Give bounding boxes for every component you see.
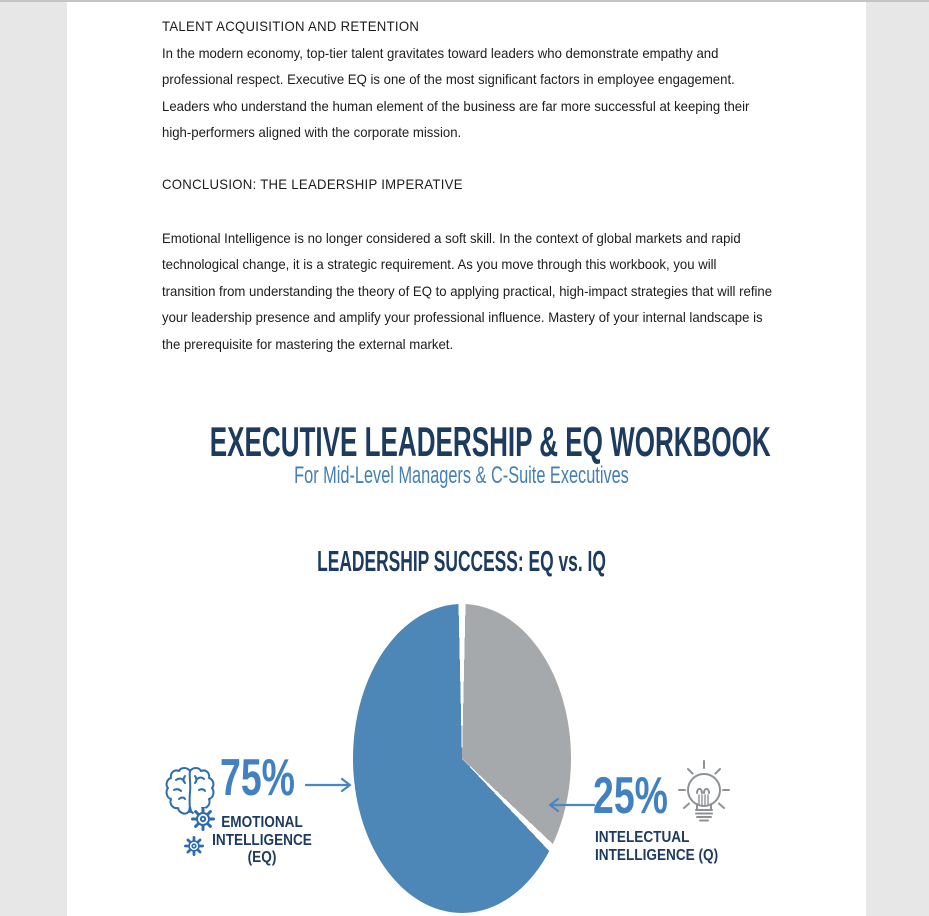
workbook-title: EXECUTIVE LEADERSHIP & EQ WORKBOOK bbox=[209, 418, 771, 465]
chart-title: LEADERSHIP SUCCESS: EQ vs. IQ bbox=[317, 546, 606, 578]
right-arrow-icon bbox=[305, 777, 355, 793]
section-heading-conclusion: CONCLUSION: THE LEADERSHIP IMPERATIVE bbox=[162, 176, 463, 192]
document-page bbox=[67, 0, 866, 916]
paragraph-conclusion: Emotional Intelligence is no longer considered a soft skill. In the context of global markets and rapid technological change, it is a strategic requirement. As you move through this workbook, you will transition from understanding the theory of EQ to applying practical, high-impact strategies that will refine your leadership presence and amplify your professional influence. Mastery of your internal landscape is the prerequisite for mastering the external market. bbox=[162, 230, 773, 352]
iq-percent: 25% bbox=[593, 767, 668, 825]
eq-label bbox=[198, 814, 326, 867]
pie-chart bbox=[353, 604, 571, 913]
paragraph-talent: In the modern economy, top-tier talent gravitates toward leaders who demonstrate empathy and professional respect. Executive EQ is one of the most significant factors in employee engagement. Leaders who understand the human element of the business are far more successful at keeping their high-performers aligned with the corporate mission. bbox=[162, 45, 750, 141]
eq-label-line2: INTELLIGENCE bbox=[212, 831, 312, 849]
left-arrow-icon bbox=[545, 797, 595, 813]
iq-label-line2: INTELLIGENCE (Q) bbox=[595, 846, 719, 864]
workbook-subtitle: For Mid-Level Managers & C-Suite Executives bbox=[294, 462, 629, 489]
infographic bbox=[67, 418, 866, 916]
eq-percent: 75% bbox=[220, 749, 295, 807]
window-top-strip bbox=[0, 0, 929, 2]
eq-label-line3: (EQ) bbox=[247, 849, 277, 866]
section-heading-talent: TALENT ACQUISITION AND RETENTION bbox=[162, 18, 420, 34]
iq-label bbox=[595, 829, 718, 864]
iq-label-line1: INTELECTUAL bbox=[595, 829, 690, 846]
eq-label-line1: EMOTIONAL bbox=[221, 814, 303, 831]
